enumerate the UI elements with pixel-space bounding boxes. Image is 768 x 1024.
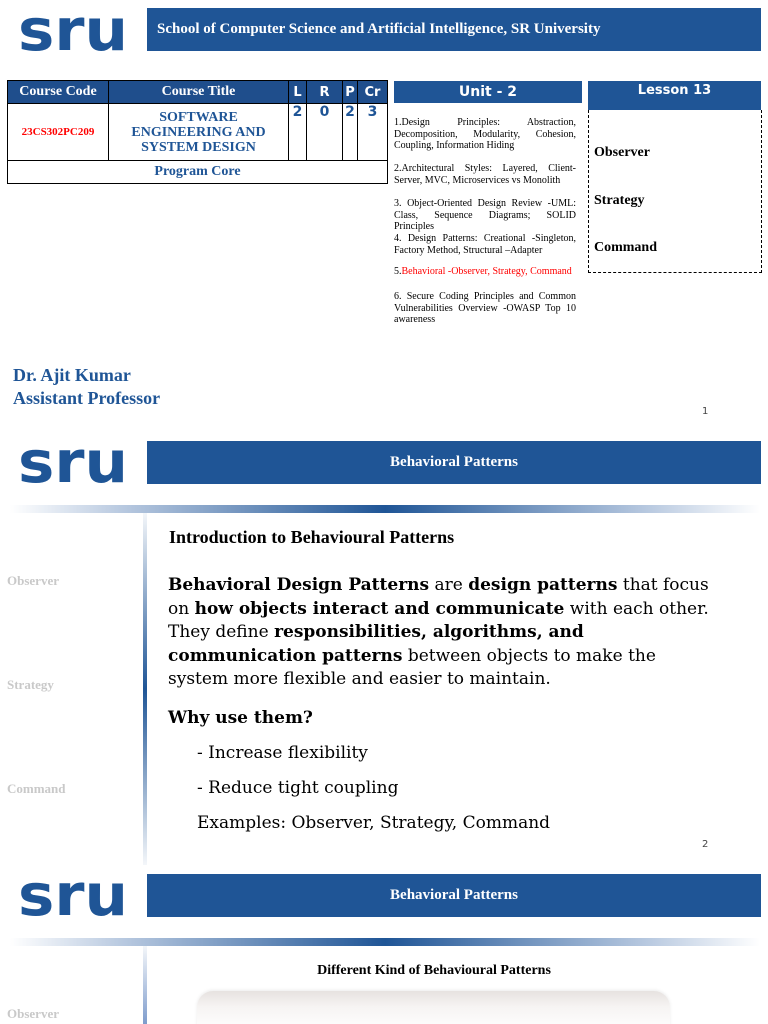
- col-cr: Cr: [358, 81, 388, 104]
- unit-item: 6. Secure Coding Principles and Common Vulnerabilities Overview -OWASP Top 10 awareness: [394, 291, 576, 325]
- sidebar-divider: [143, 946, 147, 1024]
- side-topic-observer: Observer: [7, 573, 59, 588]
- lesson-topic-strategy: Strategy: [594, 193, 645, 208]
- header-title: School of Computer Science and Artificial Intelligence, SR University: [157, 21, 601, 37]
- program-type: Program Core: [8, 161, 388, 184]
- header-banner: [147, 8, 761, 51]
- text: with each other. They define: [168, 598, 709, 642]
- bold-term: design patterns: [468, 575, 618, 595]
- sru-logo: [18, 440, 130, 486]
- text: between objects to make the system more flexible and easier to maintain.: [168, 645, 656, 689]
- header-banner: [147, 441, 761, 484]
- lesson-title: Lesson 13: [588, 81, 761, 110]
- header-title: Behavioral Patterns: [390, 887, 518, 903]
- side-topic-command: Command: [7, 781, 66, 796]
- slide-heading: Different Kind of Behavioural Patterns: [317, 963, 551, 978]
- lesson-topic-command: Command: [594, 240, 658, 255]
- svg-text:sru: sru: [18, 440, 128, 486]
- unit-item: 3. Object-Oriented Design Review -UML: Class, Sequence Diagrams; SOLID Principles: [394, 198, 576, 232]
- bold-term: responsibilities, algorithms, and communication patterns: [168, 622, 584, 666]
- r-value: 0: [307, 104, 343, 161]
- unit-item: 4. Design Patterns: Creational -Singleton, Factory Method, Structural –Adapter: [394, 233, 576, 256]
- bullet-item: - Reduce tight coupling: [197, 778, 399, 798]
- col-p: P: [343, 81, 358, 104]
- col-course-title: Course Title: [109, 81, 289, 104]
- course-title: SOFTWARE ENGINEERING AND SYSTEM DESIGN: [109, 104, 289, 161]
- unit-item-current: [394, 266, 576, 278]
- unit-item-highlight: Behavioral -Observer, Strategy, Command: [401, 266, 572, 277]
- bold-term: how objects interact and communicate: [194, 598, 565, 619]
- sru-logo: [18, 873, 130, 919]
- unit-item-number: 5.: [394, 266, 402, 277]
- bullet-item: - Increase flexibility: [197, 743, 368, 763]
- unit-item: 2.Architectural Styles: Layered, Client-Server, MVC, Microservices vs Monolith: [394, 163, 576, 186]
- cr-value: 3: [358, 104, 388, 161]
- author-title: Assistant Professor: [13, 388, 161, 408]
- intro-paragraph: [168, 574, 713, 692]
- page-number: 2: [702, 839, 709, 850]
- unit-title: Unit - 2: [394, 81, 582, 103]
- divider: [10, 938, 760, 946]
- header-title: Behavioral Patterns: [390, 454, 518, 470]
- text: that focus on: [168, 575, 709, 619]
- svg-text:sru: sru: [18, 8, 128, 54]
- bold-term: Behavioral Design Patterns: [168, 575, 430, 595]
- author-name: Dr. Ajit Kumar: [13, 365, 131, 385]
- col-r: R: [307, 81, 343, 104]
- examples-line: Examples: Observer, Strategy, Command: [197, 813, 551, 833]
- svg-text:sru: sru: [18, 873, 128, 919]
- text: are: [429, 575, 469, 595]
- unit-item: 1.Design Principles: Abstraction, Decomposition, Modularity, Cohesion, Coupling, Information Hiding: [394, 117, 576, 151]
- col-l: L: [289, 81, 307, 104]
- page-number: 1: [702, 406, 709, 417]
- l-value: 2: [289, 104, 307, 161]
- sru-logo: [18, 8, 130, 54]
- divider: [10, 505, 760, 513]
- sidebar-divider: [143, 513, 147, 865]
- lesson-topic-observer: Observer: [594, 145, 650, 160]
- side-topic-strategy: Strategy: [7, 677, 54, 692]
- course-table: [7, 80, 388, 184]
- p-value: 2: [343, 104, 358, 161]
- slide-heading: Introduction to Behavioural Patterns: [169, 527, 455, 547]
- diagram-image: [197, 991, 670, 1024]
- course-code: 23CS302PC209: [8, 104, 109, 161]
- side-topic-observer: Observer: [7, 1006, 59, 1021]
- header-banner: [147, 874, 761, 917]
- why-heading: Why use them?: [168, 708, 313, 728]
- col-course-code: Course Code: [8, 81, 109, 104]
